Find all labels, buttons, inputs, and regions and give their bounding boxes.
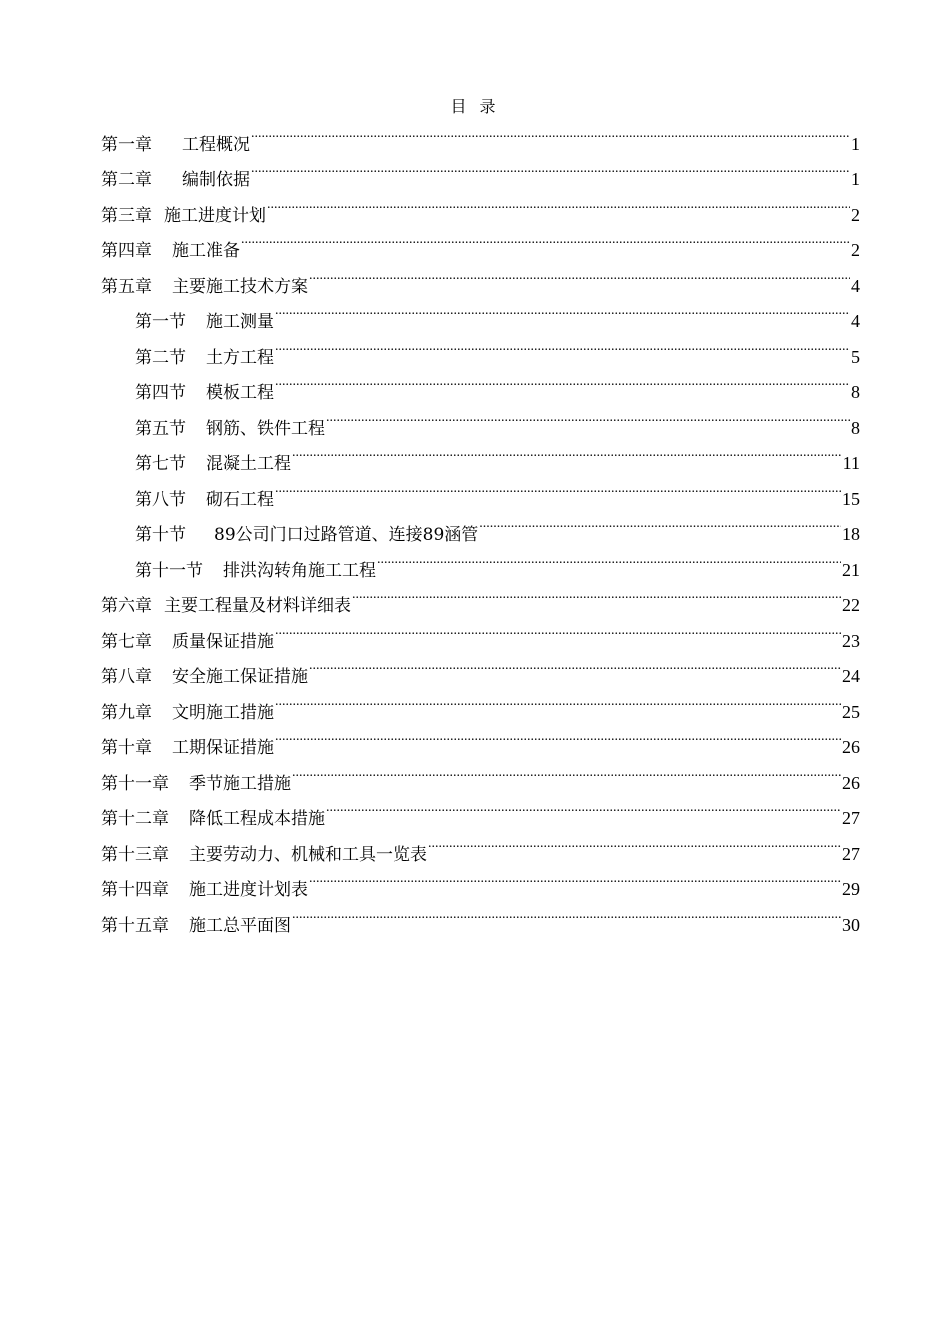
toc-page-number: 1 — [851, 169, 860, 189]
toc-dot-leader — [251, 150, 850, 186]
toc-dot-leader — [267, 185, 850, 221]
toc-dot-leader — [275, 327, 850, 363]
toc-page-number: 5 — [851, 346, 860, 367]
toc-entry-number: 第八章 — [101, 667, 152, 687]
toc-dot-leader — [309, 647, 841, 683]
toc-entry-title: 主要施工技术方案 — [172, 276, 308, 297]
toc-entry-number: 第十三章 — [101, 844, 169, 865]
toc-entry-number: 第四节 — [135, 383, 186, 403]
toc-page-number: 29 — [842, 879, 860, 899]
toc-entry-title: 混凝土工程 — [206, 454, 291, 474]
toc-entry-title: 编制依据 — [182, 170, 250, 190]
toc-entry-title: 施工进度计划 — [164, 205, 266, 226]
toc-entry-title: 工期保证措施 — [172, 738, 274, 758]
toc-page-number: 8 — [851, 417, 860, 438]
toc-entry-title: 文明施工措施 — [172, 702, 274, 723]
toc-entry-number: 第六章 — [101, 596, 152, 616]
toc-entry-label — [135, 483, 274, 519]
toc-dot-leader — [275, 363, 850, 399]
toc-entry-label — [135, 376, 274, 412]
toc-entry-title: 排洪沟转角施工工程 — [223, 560, 376, 581]
toc-page-number: 26 — [842, 737, 860, 757]
toc-entry-title: 砌石工程 — [206, 489, 274, 510]
toc-page-number: 18 — [842, 524, 860, 544]
toc-entry-title: 施工测量 — [206, 312, 274, 332]
toc-entry-label — [135, 341, 274, 377]
toc-list — [101, 114, 860, 936]
toc-page-number: 15 — [842, 488, 860, 509]
toc-dot-leader — [241, 221, 850, 257]
toc-page-number: 21 — [842, 559, 860, 580]
toc-dot-leader — [292, 895, 841, 931]
toc-entry-number: 第一节 — [135, 312, 186, 332]
toc-page-number: 8 — [851, 382, 860, 402]
toc-page-number: 22 — [842, 595, 860, 615]
toc-dot-leader — [275, 718, 841, 754]
toc-dot-leader — [292, 753, 841, 789]
toc-page-number: 1 — [851, 133, 860, 154]
toc-entry-title: 施工准备 — [172, 241, 240, 261]
toc-entry-number: 第十四章 — [101, 880, 169, 900]
toc-entry-number: 第十节 — [135, 525, 186, 545]
toc-entry-title: 钢筋、铁件工程 — [206, 418, 325, 439]
toc-entry-number: 第七章 — [101, 631, 152, 652]
toc-entry-label — [101, 909, 291, 945]
toc-entry-label — [101, 163, 250, 199]
toc-entry-title: 模板工程 — [206, 383, 274, 403]
toc-entry-label — [135, 554, 376, 590]
toc-dot-leader — [309, 860, 841, 896]
toc-entry-title: 主要劳动力、机械和工具一览表 — [189, 844, 427, 865]
toc-entry-title: 主要工程量及材料详细表 — [164, 596, 351, 616]
toc-entry-number: 第二章 — [101, 170, 152, 190]
toc-page-number: 27 — [842, 808, 860, 828]
toc-dot-leader — [309, 256, 850, 292]
toc-page-number: 25 — [842, 701, 860, 722]
toc-entry-title: 季节施工措施 — [189, 773, 291, 794]
toc-entry-number: 第八节 — [135, 489, 186, 510]
toc-dot-leader — [275, 611, 841, 647]
toc-entry-title: 工程概况 — [182, 134, 250, 155]
toc-page-number: 4 — [851, 275, 860, 296]
toc-dot-leader — [428, 824, 841, 860]
toc-entry-number: 第七节 — [135, 454, 186, 474]
toc-entry-number: 第九章 — [101, 702, 152, 723]
toc-chapter-entry[interactable] — [101, 114, 860, 155]
toc-dot-leader — [292, 434, 842, 470]
toc-entry-number: 第十一节 — [135, 560, 203, 581]
toc-entry-number: 第一章 — [101, 134, 152, 155]
toc-page-number: 26 — [842, 772, 860, 793]
toc-entry-label — [135, 305, 274, 341]
toc-dot-leader — [275, 469, 841, 505]
toc-title: 目 录 — [450, 97, 500, 116]
toc-entry-title: 89公司门口过路管道、连接89涵管 — [214, 525, 479, 545]
toc-entry-label — [101, 128, 250, 164]
toc-dot-leader — [275, 682, 841, 718]
toc-entry-label — [135, 447, 291, 483]
toc-entry-title: 质量保证措施 — [172, 631, 274, 652]
toc-page-number: 30 — [842, 914, 860, 935]
toc-page-number: 23 — [842, 630, 860, 651]
toc-dot-leader — [377, 540, 841, 576]
toc-entry-label — [101, 625, 274, 661]
toc-dot-leader — [251, 114, 850, 150]
toc-entry-title: 施工总平面图 — [189, 915, 291, 936]
toc-dot-leader — [326, 398, 850, 434]
toc-entry-number: 第四章 — [101, 241, 152, 261]
toc-entry-label — [101, 731, 274, 767]
toc-entry-number: 第十二章 — [101, 809, 169, 829]
toc-entry-title: 施工进度计划表 — [189, 880, 308, 900]
toc-entry-number: 第十章 — [101, 738, 152, 758]
toc-page-number: 24 — [842, 666, 860, 686]
toc-entry-title: 土方工程 — [206, 347, 274, 368]
toc-page-number: 4 — [851, 311, 860, 331]
toc-entry-number: 第二节 — [135, 347, 186, 368]
toc-entry-title: 安全施工保证措施 — [172, 667, 308, 687]
toc-entry-label — [101, 873, 308, 909]
toc-page-number: 11 — [842, 453, 860, 473]
toc-dot-leader — [326, 789, 841, 825]
toc-dot-leader — [479, 505, 841, 541]
toc-page-number: 2 — [851, 240, 860, 260]
toc-entry-label — [101, 802, 325, 838]
toc-page-number: 2 — [851, 204, 860, 225]
toc-dot-leader — [275, 292, 850, 328]
toc-entry-number: 第十一章 — [101, 773, 169, 794]
toc-page-number: 27 — [842, 843, 860, 864]
toc-entry-number: 第三章 — [101, 205, 152, 226]
toc-entry-label — [101, 767, 291, 803]
toc-entry-number: 第五节 — [135, 418, 186, 439]
toc-entry-number: 第五章 — [101, 276, 152, 297]
toc-entry-label — [101, 696, 274, 732]
toc-dot-leader — [352, 576, 841, 612]
toc-entry-number: 第十五章 — [101, 915, 169, 936]
toc-entry-label — [101, 234, 240, 270]
toc-entry-title: 降低工程成本措施 — [189, 809, 325, 829]
